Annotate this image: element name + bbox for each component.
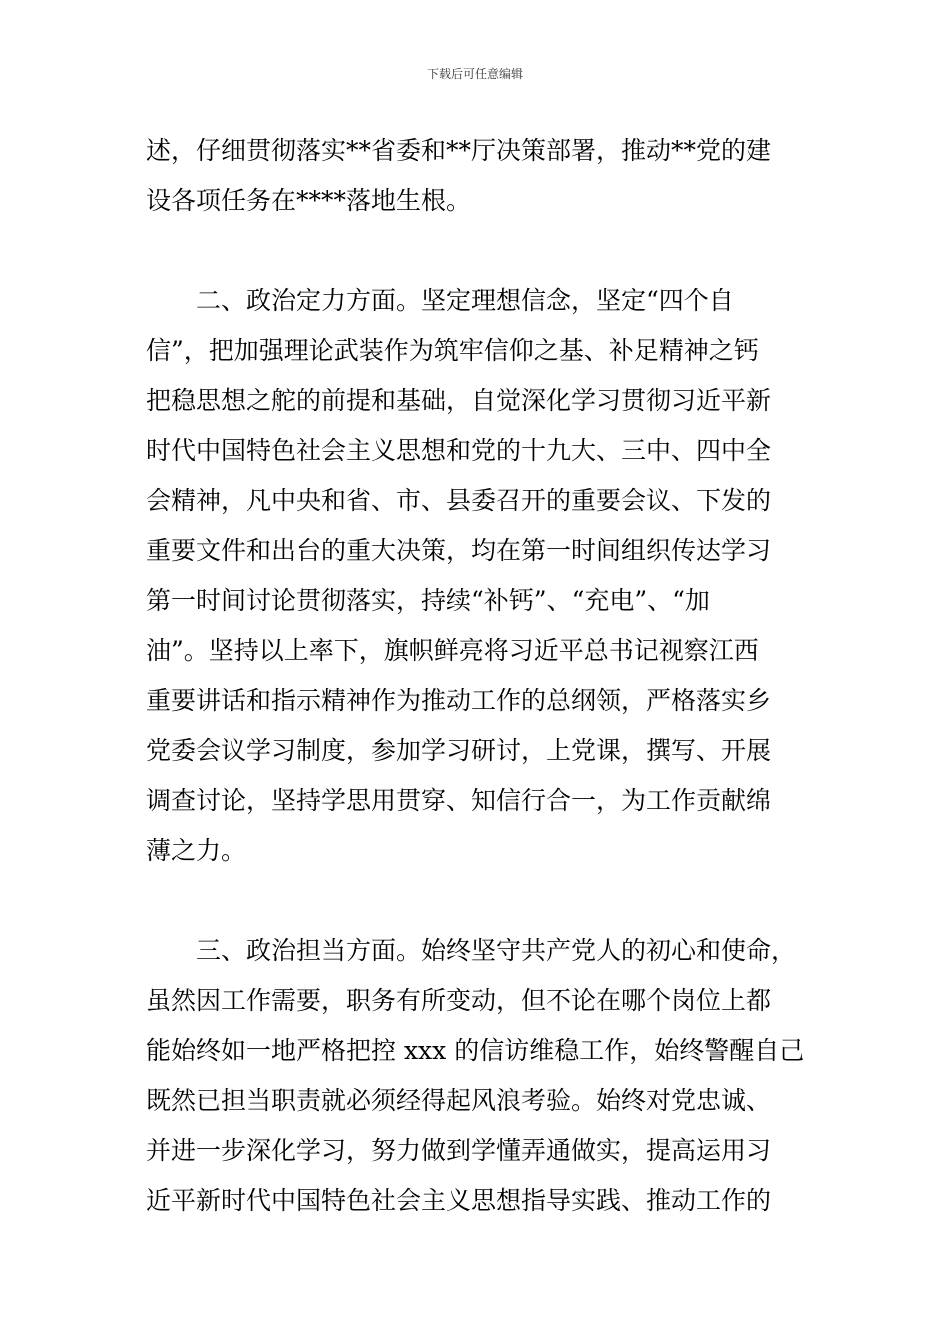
text-line: 既然已担当职责就必须经得起风浪考验。始终对党忠诚、: [146, 1086, 772, 1115]
text-line: 油”。坚持以上率下，旗帜鲜亮将习近平总书记视察江西: [146, 636, 759, 665]
document-body: [146, 126, 811, 1226]
paragraph-gap: [146, 226, 811, 276]
text-line: 党委会议学习制度，参加学习研讨，上党课，撰写、开展: [146, 736, 772, 765]
text-line: 信”，把加强理论武装作为筑牢信仰之基、补足精神之钙: [146, 336, 759, 365]
text-line: 虽然因工作需要，职务有所变动，但不论在哪个岗位上都: [146, 986, 772, 1015]
text-line: 述，仔细贯彻落实**省委和**厅决策部署，推动**党的建: [146, 136, 772, 165]
text-line: 能始终如一地严格把控 xxx 的信访维稳工作，始终警醒自己: [146, 1036, 805, 1065]
text-line: 重要讲话和指示精神作为推动工作的总纲领，严格落实乡: [146, 686, 772, 715]
text-line: 近平新时代中国特色社会主义思想指导实践、推动工作的: [146, 1186, 772, 1215]
text-line: 把稳思想之舵的前提和基础，自觉深化学习贯彻习近平新: [146, 386, 772, 415]
text-line: 第一时间讨论贯彻落实，持续“补钙”、“充电”、“加: [146, 586, 710, 615]
text-line: 设各项任务在****落地生根。: [146, 186, 472, 215]
text-line: 重要文件和出台的重大决策，均在第一时间组织传达学习: [146, 536, 772, 565]
text-line: 薄之力。: [146, 836, 247, 865]
text-line: 调查讨论，坚持学思用贯穿、知信行合一，为工作贡献绵: [146, 786, 772, 815]
text-line: 会精神，凡中央和省、市、县委召开的重要会议、下发的: [146, 486, 772, 515]
text-line: 二、政治定力方面。坚定理想信念，坚定“四个自: [196, 286, 734, 315]
page-header: 下载后可任意编辑: [426, 67, 523, 81]
paragraph-gap: [146, 876, 811, 926]
text-line: 并进一步深化学习，努力做到学懂弄通做实，提高运用习: [146, 1136, 772, 1165]
text-line: 三、政治担当方面。始终坚守共产党人的初心和使命，: [196, 936, 797, 965]
text-line: 时代中国特色社会主义思想和党的十九大、三中、四中全: [146, 436, 772, 465]
